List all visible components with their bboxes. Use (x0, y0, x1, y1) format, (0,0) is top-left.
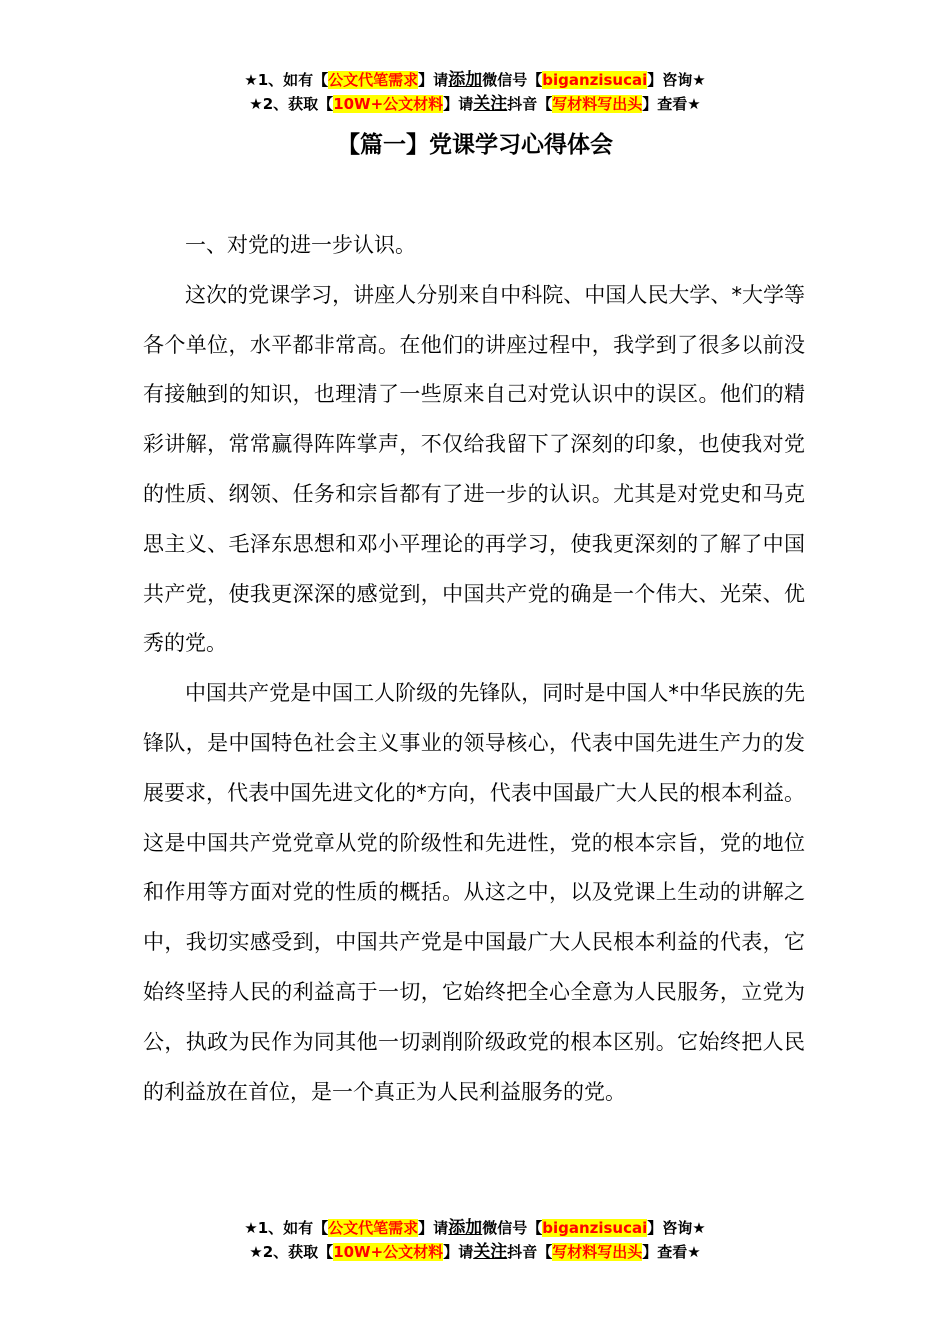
paragraph-1: 这次的党课学习，讲座人分别来自中科院、中国人民大学、*大学等各个单位，水平都非常高。在他们的讲座过程中，我学到了很多以前没有接触到的知识，也理清了一些原来自己对党认识中的误区。他们的精彩讲解，常常赢得阵阵掌声，不仅给我留下了深刻的印象，也使我对党的性质、纲领、任务和宗旨都有了进一步的认识。尤其是对党史和马克思主义、毛泽东思想和邓小平理论的再学习，使我更深刻的了解了中国共产党，使我更深深的感觉到，中国共产党的确是一个伟大、光荣、优秀的党。 (143, 282, 805, 656)
banner-highlight-douyin-id: 写材料写出头 (552, 95, 643, 113)
banner-line-2 (0, 92, 950, 116)
banner-line-2 (0, 1240, 950, 1264)
banner-underline-follow: 关注 (473, 94, 508, 114)
paragraph-2: 中国共产党是中国工人阶级的先锋队，同时是中国人*中华民族的先锋队，是中国特色社会主义事业的领导核心，代表中国先进生产力的发展要求，代表中国先进文化的*方向，代表中国最广大人民的根本利益。这是中国共产党党章从党的阶级性和先进性，党的根本宗旨，党的地位和作用等方面对党的性质的概括。从这之中，以及党课上生动的讲解之中，我切实感受到，中国共产党是中国最广大人民根本利益的代表，它始终坚持人民的利益高于一切，它始终把全心全意为人民服务，立党为公，执政为民作为同其他一切剥削阶级政党的根本区别。它始终把人民的利益放在首位，是一个真正为人民利益服务的党。 (143, 681, 805, 1104)
document-title: 【篇一】党课学习心得体会 (337, 132, 613, 158)
document-body (143, 221, 805, 1117)
banner-highlight-materials: 10W+公文材料 (333, 95, 444, 113)
banner-highlight-service: 公文代笔需求 (328, 1219, 419, 1237)
banner-text: ★1、如有【 (244, 1219, 329, 1237)
banner-text: 】请 (443, 95, 474, 113)
banner-highlight-service: 公文代笔需求 (328, 71, 419, 89)
header-banner (0, 68, 950, 116)
banner-text: 】查看★ (642, 1243, 701, 1261)
banner-text: 】咨询★ (647, 71, 706, 89)
banner-highlight-materials: 10W+公文材料 (333, 1243, 444, 1261)
banner-text: ★2、获取【 (249, 95, 334, 113)
banner-text: 抖音【 (507, 95, 553, 113)
banner-text: 】查看★ (642, 95, 701, 113)
footer-banner (0, 1216, 950, 1264)
banner-line-1 (0, 1216, 950, 1240)
banner-line-1 (0, 68, 950, 92)
banner-text: ★1、如有【 (244, 71, 329, 89)
banner-text: ★2、获取【 (249, 1243, 334, 1261)
banner-text: 】请 (418, 71, 449, 89)
banner-text: 】请 (443, 1243, 474, 1261)
paragraph-heading: 一、对党的进一步认识。 (185, 233, 416, 257)
banner-highlight-wechat-id: biganzisucai (542, 1219, 648, 1237)
banner-highlight-wechat-id: biganzisucai (542, 71, 648, 89)
banner-highlight-douyin-id: 写材料写出头 (552, 1243, 643, 1261)
banner-underline-add: 添加 (448, 70, 483, 90)
banner-text: 微信号【 (482, 1219, 543, 1237)
banner-text: 】咨询★ (647, 1219, 706, 1237)
banner-text: 微信号【 (482, 71, 543, 89)
banner-underline-add: 添加 (448, 1218, 483, 1238)
banner-text: 抖音【 (507, 1243, 553, 1261)
banner-text: 】请 (418, 1219, 449, 1237)
banner-underline-follow: 关注 (473, 1242, 508, 1262)
